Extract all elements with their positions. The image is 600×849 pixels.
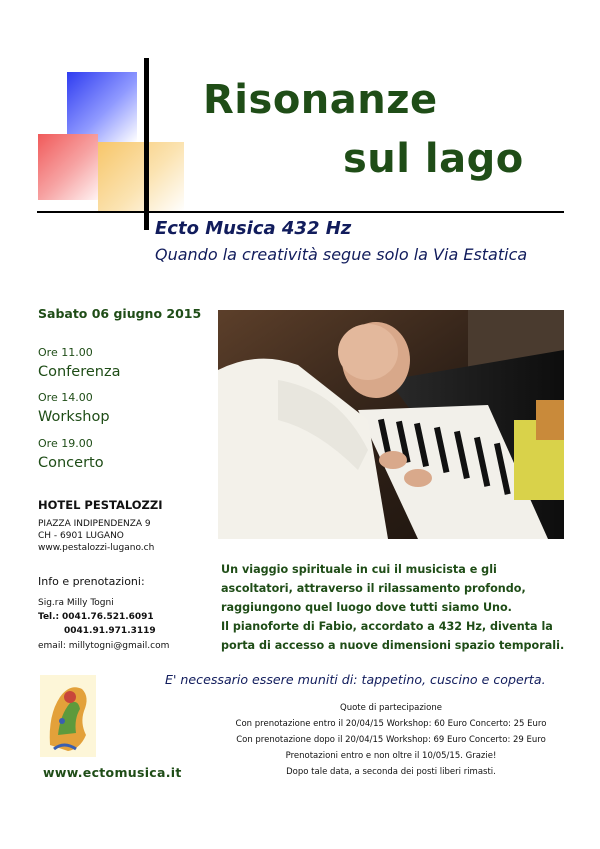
decorative-red-square <box>38 134 98 200</box>
logo-illustration <box>40 675 96 757</box>
decorative-blue-square <box>67 72 137 142</box>
subtitle-tagline: Quando la creatività segue solo la Via Estatica <box>155 245 528 264</box>
email-label: email: <box>38 641 66 651</box>
ectomusica-logo <box>40 675 96 757</box>
title-line-1: Risonanze <box>203 77 438 123</box>
venue-name: HOTEL PESTALOZZI <box>38 498 163 512</box>
contact-phone-1 <box>38 612 154 622</box>
venue-address-line-2: CH - 6901 LUGANO <box>38 531 124 541</box>
phone-number-2[interactable]: 0041.91.971.3119 <box>64 626 156 636</box>
event-description <box>221 560 566 655</box>
fees-line-1: Con prenotazione entro il 20/04/15 Workshop: 60 Euro Concerto: 25 Euro <box>235 719 547 729</box>
contact-phone-2 <box>64 626 156 636</box>
schedule-time: Ore 11.00 <box>38 346 93 359</box>
fees-title: Quote di partecipazione <box>340 703 442 713</box>
title-line-2: sul lago <box>343 136 524 182</box>
description-paragraph-1: Un viaggio spirituale in cui il musicista e gli ascoltatori, attraverso il rilassamento profondo, raggiungono quel luogo dove tutti siamo Uno. <box>221 563 526 614</box>
horizontal-divider <box>37 211 564 213</box>
contact-name: Sig.ra Milly Togni <box>38 598 114 608</box>
email-address[interactable]: millytogni@gmail.com <box>68 641 170 651</box>
subtitle-event-name: Ecto Musica 432 Hz <box>155 218 352 239</box>
footer-website-link[interactable]: www.ectomusica.it <box>43 765 182 780</box>
fees-line-2: Con prenotazione dopo il 20/04/15 Workshop: 69 Euro Concerto: 29 Euro <box>236 735 546 745</box>
info-heading: Info e prenotazioni: <box>38 575 145 588</box>
pianist-illustration <box>218 310 564 539</box>
event-date: Sabato 06 giugno 2015 <box>38 306 202 321</box>
schedule-event: Workshop <box>38 409 110 425</box>
decorative-yellow-square <box>98 142 184 212</box>
fees-line-4: Dopo tale data, a seconda dei posti liberi rimasti. <box>286 767 496 777</box>
requirements-items: tappetino, cuscino e coperta. <box>361 672 546 687</box>
phone-number-1[interactable]: 0041.76.521.6091 <box>62 612 154 622</box>
schedule-event: Conferenza <box>38 364 121 380</box>
requirements-line <box>165 672 546 687</box>
schedule-time: Ore 14.00 <box>38 391 93 404</box>
contact-email <box>38 641 169 651</box>
fees-line-3: Prenotazioni entro e non oltre il 10/05/15. Grazie! <box>285 751 497 761</box>
phone-label: Tel.: <box>38 612 60 622</box>
venue-address-line-1: PIAZZA INDIPENDENZA 9 <box>38 519 151 529</box>
vertical-divider <box>144 58 149 230</box>
requirements-label: E' necessario essere muniti di: <box>165 672 358 687</box>
schedule-time: Ore 19.00 <box>38 437 93 450</box>
pianist-photo <box>218 310 564 539</box>
schedule-event: Concerto <box>38 455 104 471</box>
description-paragraph-2: Il pianoforte di Fabio, accordato a 432 Hz, diventa la porta di accesso a nuove dimensioni spazio temporali. <box>221 620 565 652</box>
venue-website-link[interactable]: www.pestalozzi-lugano.ch <box>38 543 155 553</box>
